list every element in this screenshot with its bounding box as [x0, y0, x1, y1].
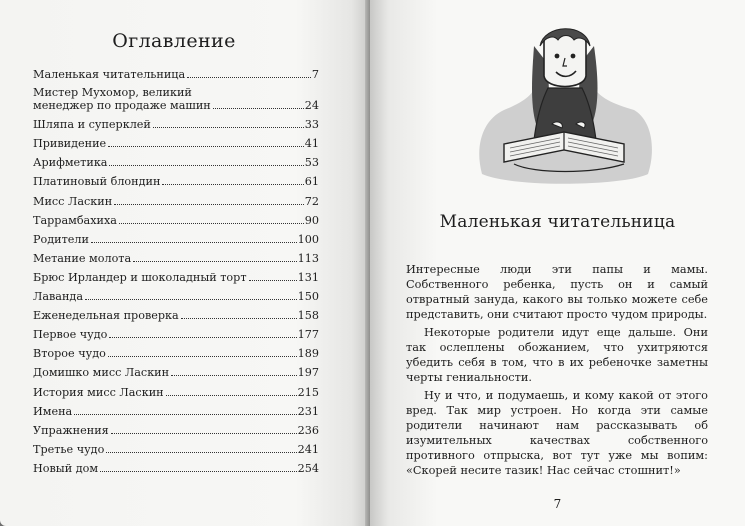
toc-entry-title: Первое чудо	[33, 328, 108, 342]
page-number: 7	[553, 497, 562, 511]
toc-entry	[33, 131, 319, 150]
toc-entry-title: Домишко мисс Ласкин	[33, 366, 170, 380]
toc-entry-page: 236	[297, 423, 319, 437]
toc-entry	[33, 150, 319, 169]
leader-dots	[109, 165, 303, 166]
toc-entry	[33, 437, 319, 456]
toc-entry-page: 215	[297, 385, 319, 399]
toc-entry	[33, 341, 319, 360]
toc-entry	[33, 227, 319, 246]
leader-dots	[162, 184, 303, 185]
toc-entry-page: 24	[304, 99, 319, 113]
toc-entry	[33, 303, 319, 322]
toc-entry-title: Родители	[33, 232, 89, 246]
leader-dots	[85, 299, 297, 300]
toc-entry-page: 61	[304, 175, 319, 189]
leader-dots	[111, 433, 297, 434]
toc-entry-title-line1: Мистер Мухомор, великий	[33, 86, 192, 100]
paragraph: Интересные люди эти папы и мамы. Собственного ребенка, пусть он и самый отвратный зануда, какого вы только можете себе представить, они считают просто чудом природы.	[406, 263, 708, 321]
toc-entry-page: 231	[297, 404, 319, 418]
toc-entry	[33, 81, 319, 112]
leader-dots	[119, 223, 304, 224]
toc-entry-title: История мисс Ласкин	[33, 385, 164, 399]
toc-entry	[33, 169, 319, 188]
toc-entry-page: 113	[297, 251, 319, 265]
paragraph: Некоторые родители идут еще дальше. Они так ослеплены обожанием, что ухитряются убедить себя в том, что в их ребеночке заметны черты гениальности.	[406, 326, 708, 384]
leader-dots	[181, 318, 297, 319]
leader-dots	[106, 452, 296, 453]
toc-entry-title: Упражнения	[33, 423, 109, 437]
toc-entry-title: Мисс Ласкин	[33, 194, 113, 208]
toc-entry-page: 150	[297, 290, 319, 304]
leader-dots	[114, 204, 304, 205]
toc-entry-page: 241	[297, 442, 319, 456]
toc-entry	[33, 418, 319, 437]
toc-entry-page: 197	[297, 366, 319, 380]
toc-entry-title: Третье чудо	[33, 442, 105, 456]
toc-entry	[33, 379, 319, 398]
toc-entry	[33, 399, 319, 418]
toc-entry-title: Имена	[33, 404, 73, 418]
table-of-contents	[33, 62, 319, 475]
toc-entry	[33, 456, 319, 475]
leader-dots	[153, 127, 304, 128]
leader-dots	[187, 77, 311, 78]
toc-entry-title: Шляпа и суперклей	[33, 118, 151, 132]
toc-entry-title: Маленькая читательница	[33, 68, 186, 82]
toc-entry	[33, 360, 319, 379]
toc-entry-page: 53	[304, 156, 319, 170]
toc-entry-page: 100	[297, 232, 319, 246]
toc-entry	[33, 265, 319, 284]
toc-entry-page: 41	[304, 137, 319, 151]
toc-entry	[33, 112, 319, 131]
leader-dots	[109, 337, 296, 338]
toc-entry-page: 189	[297, 347, 319, 361]
toc-entry-page: 254	[297, 461, 319, 475]
toc-entry-title: Второе чудо	[33, 347, 106, 361]
chapter-body	[406, 262, 708, 481]
paragraph: Ну и что, и подумаешь, и кому какой от этого вред. Так мир устроен. Но когда эти самые родители начинают нам рассказывать об изумительных качествах собственного противного отпрыска, вот тут уже мы вопим: «Скорей несите тазик! Нас сейчас стошнит!»	[406, 389, 708, 477]
toc-entry-page: 158	[297, 309, 319, 323]
toc-entry-page: 72	[304, 194, 319, 208]
leader-dots	[108, 146, 304, 147]
leader-dots	[171, 375, 297, 376]
leader-dots	[91, 242, 297, 243]
left-page	[0, 0, 370, 526]
toc-entry-title: Брюс Ирландер и шоколадный торт	[33, 270, 247, 284]
toc-entry-title: Лаванда	[33, 290, 83, 304]
toc-entry-page: 33	[304, 118, 319, 132]
toc-entry-page: 177	[297, 328, 319, 342]
toc-entry	[33, 208, 319, 227]
toc-entry-title: Новый дом	[33, 461, 99, 475]
girl-reading-illustration	[474, 24, 654, 192]
toc-entry	[33, 246, 319, 265]
leader-dots	[213, 108, 304, 109]
toc-entry-page: 131	[297, 270, 319, 284]
toc-entry-title: менеджер по продаже машин	[33, 99, 211, 113]
toc-title: Оглавление	[112, 30, 236, 52]
leader-dots	[100, 471, 297, 472]
leader-dots	[133, 261, 296, 262]
toc-entry	[33, 322, 319, 341]
leader-dots	[249, 280, 297, 281]
toc-entry-page: 90	[304, 213, 319, 227]
right-page	[370, 0, 745, 526]
toc-entry	[33, 62, 319, 81]
toc-entry-title: Таррамбахиха	[33, 213, 117, 227]
toc-entry-title: Еженедельная проверка	[33, 309, 179, 323]
chapter-title: Маленькая читательница	[439, 212, 676, 232]
toc-entry-page: 7	[311, 68, 319, 82]
toc-entry-title: Привидение	[33, 137, 107, 151]
toc-entry	[33, 284, 319, 303]
leader-dots	[166, 395, 297, 396]
toc-entry-title: Метание молота	[33, 251, 132, 265]
leader-dots	[108, 356, 297, 357]
toc-entry-title: Платиновый блондин	[33, 175, 161, 189]
toc-entry-title: Арифметика	[33, 156, 108, 170]
leader-dots	[74, 414, 296, 415]
toc-entry	[33, 188, 319, 207]
